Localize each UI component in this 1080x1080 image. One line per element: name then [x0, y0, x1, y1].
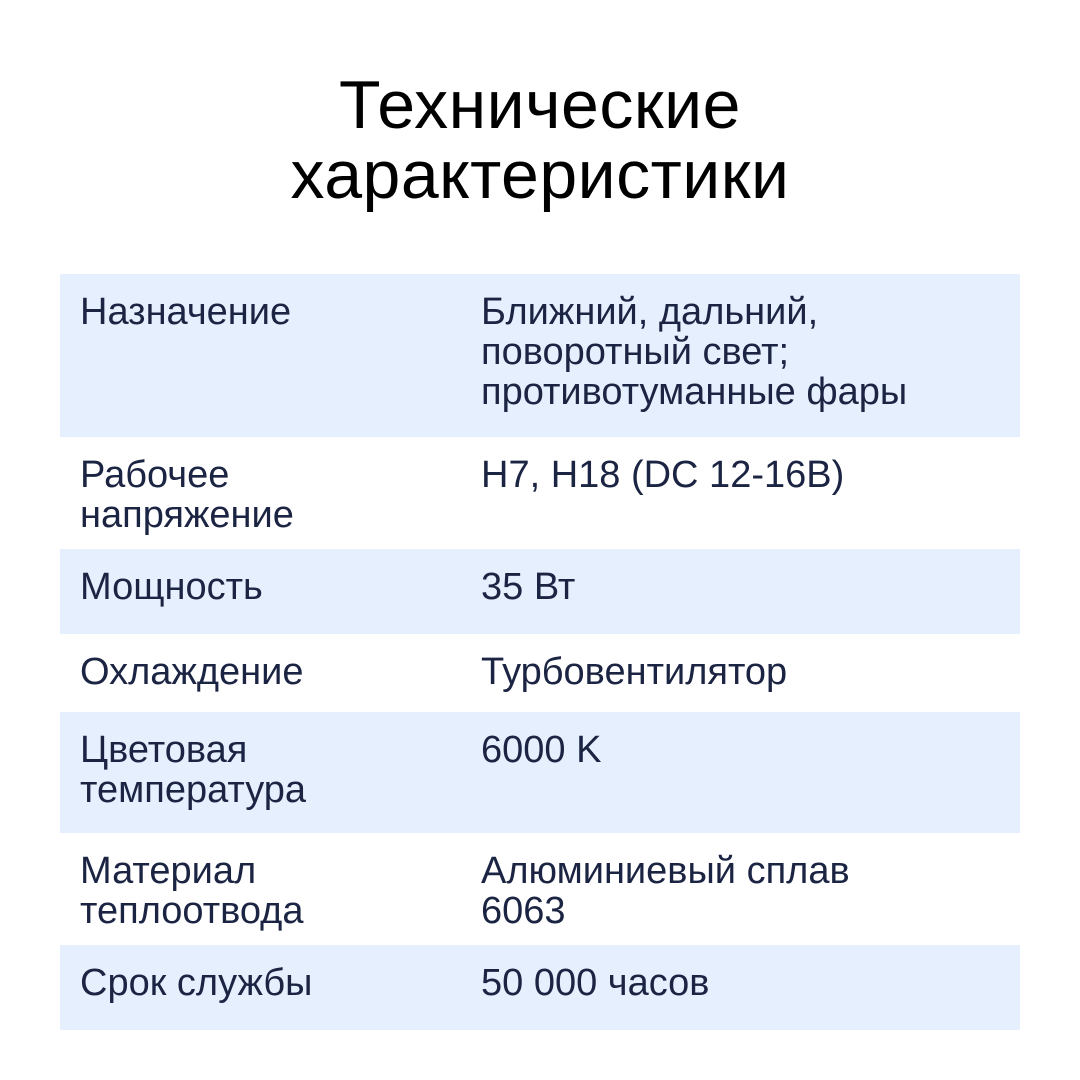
spec-row-power: [60, 549, 1020, 634]
spec-value: Турбовентилятор: [481, 651, 788, 693]
spec-row-cooling: [60, 634, 1020, 712]
page-title-line-2: характеристики: [290, 137, 790, 213]
spec-label: Рабочее напряжение: [80, 454, 294, 536]
spec-value: 35 Вт: [481, 566, 576, 608]
spec-value: H7, H18 (DC 12-16В): [481, 454, 845, 496]
page-title: [0, 67, 1080, 213]
spec-label: Охлаждение: [80, 651, 304, 693]
spec-value: Ближний, дальний, поворотный свет; противотуманные фары: [481, 291, 908, 413]
spec-value: 50 000 часов: [481, 962, 710, 1004]
spec-label: Мощность: [80, 566, 263, 608]
spec-row-purpose: [60, 274, 1020, 437]
spec-label: Срок службы: [80, 962, 313, 1004]
spec-label: Материал теплоотвода: [80, 850, 304, 932]
spec-row-heatsink-material: [60, 833, 1020, 945]
spec-label: Назначение: [80, 291, 292, 333]
spec-row-voltage: [60, 437, 1020, 549]
spec-value: Алюминиевый сплав 6063: [481, 850, 850, 932]
spec-label: Цветовая температура: [80, 729, 307, 811]
page-title-line-1: Технические: [339, 67, 741, 143]
spec-value: 6000 K: [481, 729, 602, 771]
spec-row-lifetime: [60, 945, 1020, 1030]
spec-table: [60, 274, 1020, 1030]
spec-row-color-temperature: [60, 712, 1020, 833]
